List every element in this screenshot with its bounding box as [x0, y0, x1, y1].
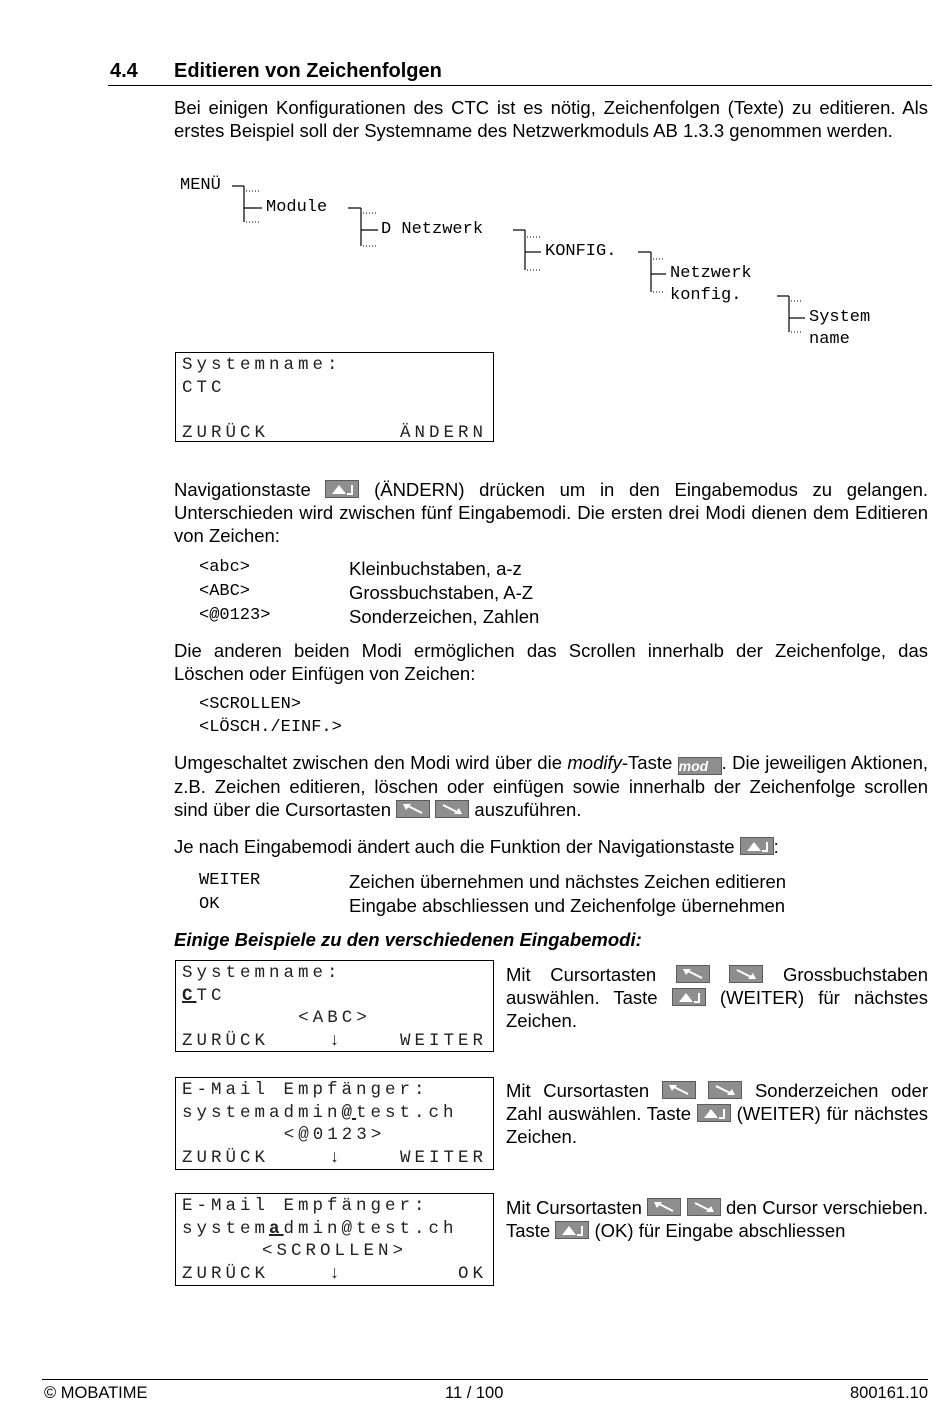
footer-page-number: 11 / 100 — [445, 1384, 504, 1402]
modify-key-icon: mod — [678, 757, 722, 775]
mode-code-special: <@0123> — [199, 606, 271, 625]
footer-copyright: © MOBATIME — [44, 1384, 148, 1402]
example-2-line-1: E-Mail Empfänger: — [182, 1080, 429, 1100]
section-title: Editieren von Zeichenfolgen — [174, 60, 442, 82]
example-3-line-1: E-Mail Empfänger: — [182, 1196, 429, 1216]
examples-heading: Einige Beispiele zu den verschiedenen Eingabemodi: — [174, 929, 642, 950]
example-1-left: ZURÜCK — [182, 1030, 270, 1051]
example-2-description: Mit Cursortasten Sonderzeichen oder Zahl auswählen. Taste (WEITER) für nächstes Zeichen. — [506, 1080, 929, 1147]
function-code-ok: OK — [199, 895, 220, 914]
display-line-1: Systemname: — [182, 355, 342, 375]
tree-item-module: Module — [266, 198, 328, 217]
example-2-mode: <@0123> — [283, 1125, 386, 1145]
example-2-line-2: systemadmin@test.ch — [182, 1102, 458, 1123]
example-display-3 — [175, 1193, 494, 1286]
example-1-line-2: CTC — [182, 985, 226, 1006]
down-arrow-icon: ↓ — [329, 1263, 340, 1284]
example-1-mode: <ABC> — [298, 1008, 371, 1028]
tree-item-menu: MENÜ — [180, 176, 221, 195]
mode-code-ABC: <ABC> — [199, 582, 251, 601]
tree-item-netzwerk-konfig-1: Netzwerk — [670, 264, 752, 283]
function-code-weiter: WEITER — [199, 871, 261, 890]
cursor-up-left-key-icon — [396, 800, 430, 818]
example-1-right: WEITER — [399, 1030, 487, 1051]
cursor-up-left-key-icon — [676, 965, 710, 983]
down-arrow-icon: ↓ — [329, 1030, 340, 1051]
example-display-1 — [175, 960, 494, 1052]
navigation-enter-key-icon — [697, 1104, 731, 1122]
example-3-line-2: systemadmin@test.ch — [182, 1218, 458, 1239]
tree-item-netzwerk-konfig-2: konfig. — [670, 286, 742, 305]
example-2-left: ZURÜCK — [182, 1147, 270, 1168]
cursor-char: C — [182, 985, 197, 1006]
mode-code-scrollen: <SCROLLEN> — [199, 695, 302, 714]
display-right-softkey: ÄNDERN — [399, 422, 487, 443]
function-desc-weiter: Zeichen übernehmen und nächstes Zeichen editieren — [349, 871, 787, 892]
tree-connectors — [0, 0, 950, 360]
tree-item-system-name-2: name — [809, 330, 850, 349]
cursor-down-right-key-icon — [435, 800, 469, 818]
je-nach-paragraph: Je nach Eingabemodi ändert auch die Funktion der Navigationstaste : — [174, 836, 779, 857]
footer-rule — [42, 1379, 928, 1380]
nav-paragraph: Navigationstaste (ÄNDERN) drücken um in den Eingabemodus zu gelangen. Unterschieden wird zwischen fünf Eingabemodi. Die ersten drei Modi dienen dem Editieren von Zeichen: — [174, 479, 928, 546]
display-systemname — [175, 352, 494, 442]
footer-document-number: 800161.10 — [850, 1384, 928, 1402]
navigation-enter-key-icon — [672, 988, 706, 1006]
cursor-up-left-key-icon — [647, 1198, 681, 1216]
cursor-up-left-key-icon — [662, 1081, 696, 1099]
cursor-char: a — [269, 1218, 284, 1239]
navigation-enter-key-icon — [740, 837, 774, 855]
function-desc-ok: Eingabe abschliessen und Zeichenfolge übernehmen — [349, 895, 786, 916]
display-line-2: CTC — [182, 377, 226, 398]
example-3-right: OK — [457, 1263, 487, 1284]
cursor-down-right-key-icon — [687, 1198, 721, 1216]
navigation-enter-key-icon — [555, 1221, 589, 1239]
example-3-left: ZURÜCK — [182, 1263, 270, 1284]
mode-desc-special: Sonderzeichen, Zahlen — [349, 606, 540, 627]
tree-item-system-name-1: System — [809, 308, 871, 327]
example-3-description: Mit Cursortasten den Cursor verschieben. Taste (OK) für Eingabe abschliessen — [506, 1197, 928, 1241]
mode-code-loesch: <LÖSCH./EINF.> — [199, 718, 342, 737]
modify-paragraph: Umgeschaltet zwischen den Modi wird über die modify-Taste mod . Die jeweiligen Aktionen, z.B. Zeichen editieren, löschen oder einfügen sowie innerhalb der Zeichenfolge scrollen sind über die Cursortasten auszuführen. — [174, 752, 928, 820]
tree-item-konfig: KONFIG. — [545, 242, 617, 261]
cursor-down-right-key-icon — [708, 1081, 742, 1099]
mode-desc-abc: Kleinbuchstaben, a-z — [349, 558, 522, 579]
cursor-char: @ — [341, 1102, 357, 1123]
example-1-line-1: Systemname: — [182, 963, 342, 983]
navigation-enter-key-icon — [325, 480, 359, 498]
example-1-description: Mit Cursortasten Grossbuchstaben auswählen. Taste (WEITER) für nächstes Zeichen. — [506, 964, 929, 1031]
down-arrow-icon: ↓ — [329, 1147, 340, 1168]
intro-paragraph: Bei einigen Konfigurationen des CTC ist es nötig, Zeichenfolgen (Texte) zu editieren. Als erstes Beispiel soll der Systemname des Netzwerkmoduls AB 1.3.3 genommen werden. — [174, 97, 928, 141]
mode-code-abc: <abc> — [199, 558, 251, 577]
example-2-right: WEITER — [399, 1147, 487, 1168]
example-3-mode: <SCROLLEN> — [261, 1241, 408, 1261]
section-number: 4.4 — [110, 60, 138, 82]
tree-item-netzwerk: D Netzwerk — [381, 220, 484, 239]
display-left-softkey: ZURÜCK — [182, 422, 270, 443]
cursor-down-right-key-icon — [729, 965, 763, 983]
mode-desc-ABC: Grossbuchstaben, A-Z — [349, 582, 534, 603]
example-display-2 — [175, 1077, 494, 1170]
other-modes-paragraph: Die anderen beiden Modi ermöglichen das Scrollen innerhalb der Zeichenfolge, das Löschen oder Einfügen von Zeichen: — [174, 640, 928, 684]
